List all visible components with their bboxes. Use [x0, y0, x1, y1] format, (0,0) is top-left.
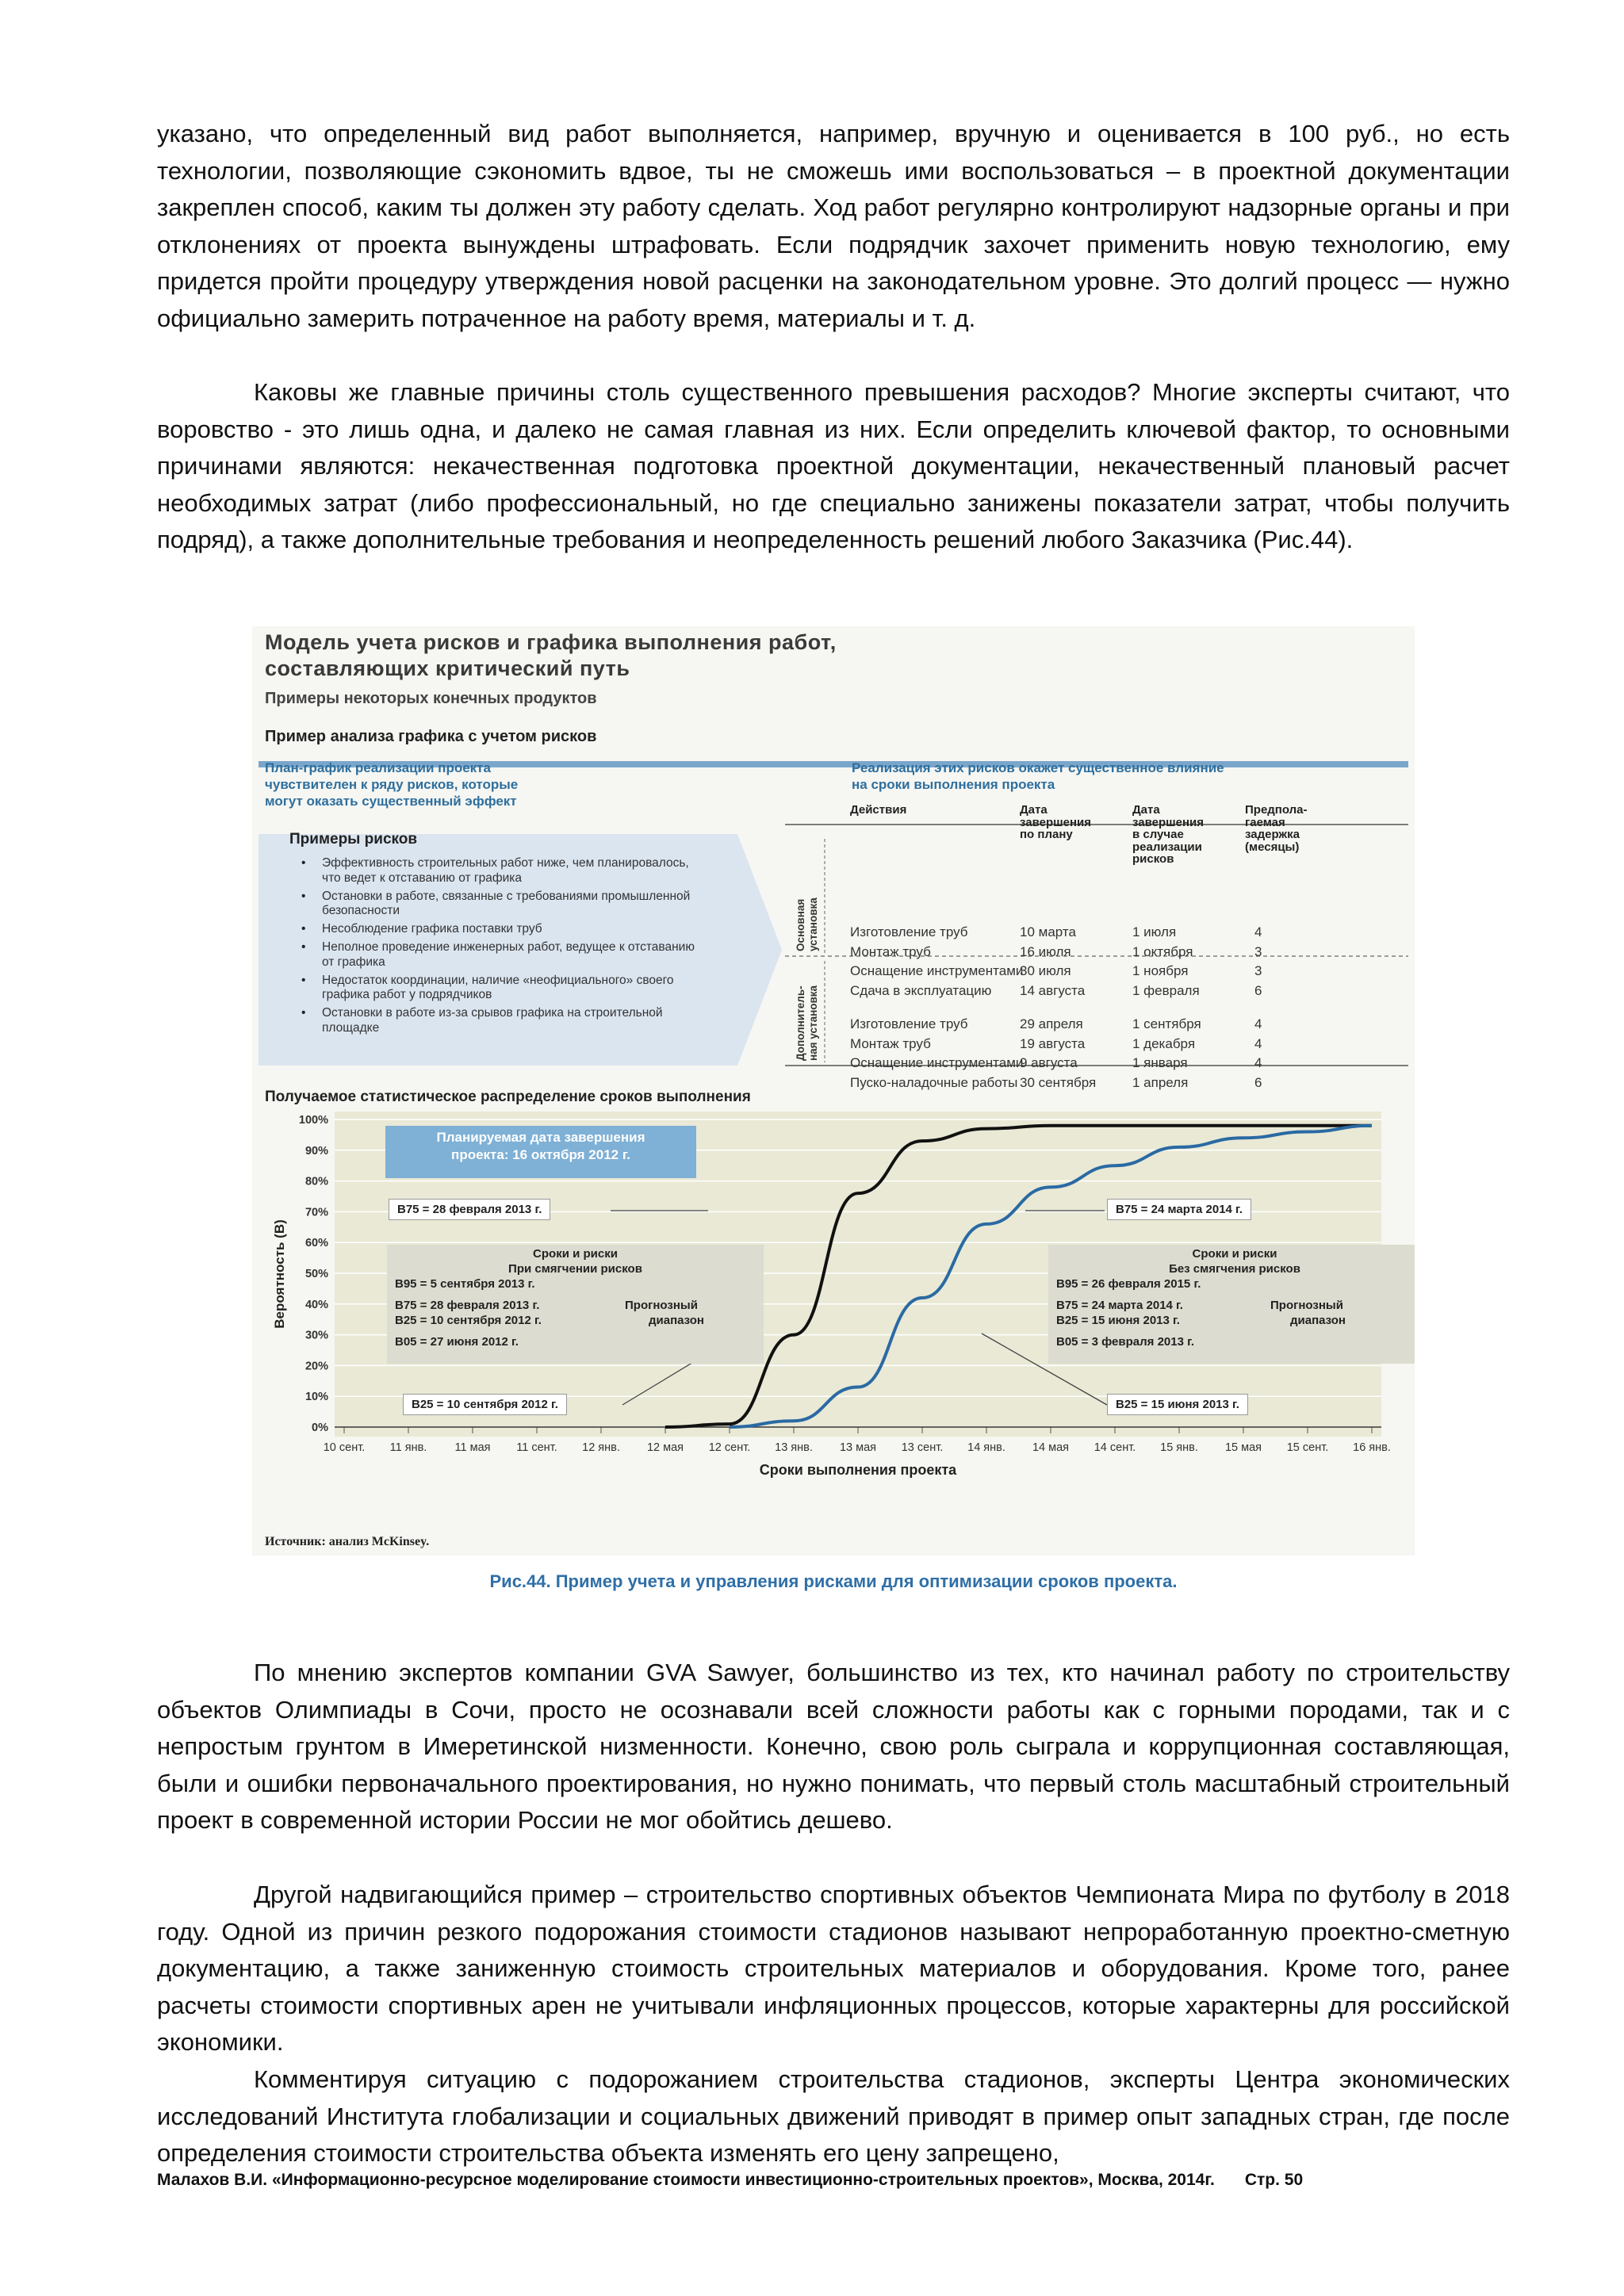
table-row	[782, 944, 1408, 962]
table-cell-plan: 19 августа	[1020, 1035, 1086, 1051]
paragraph-5: Комментируя ситуацию с подорожанием строительства стадионов, эксперты Центра экономических исследований Института глобализации и социальных движений приводят в пример опыт западных стран, где после определения стоимости строительства объекта изменять его цену запрещено,	[157, 2065, 1510, 2167]
table-row	[782, 1016, 1408, 1034]
table-header-actions: Действия	[850, 803, 907, 817]
x-tick-label: 14 сент.	[1094, 1441, 1136, 1454]
table-cell-delay: 6	[1254, 982, 1262, 998]
x-tick-label: 12 мая	[646, 1441, 684, 1454]
x-tick-label: 15 янв.	[1160, 1441, 1198, 1454]
table-cell-plan: 30 июля	[1020, 963, 1071, 978]
risk-item: • Эффективность строительных работ ниже, чем планировалось, что ведет к отставанию от графика	[301, 856, 706, 886]
risk-item: • Несоблюдение графика поставки труб	[301, 922, 706, 937]
y-tick-label: 10%	[304, 1391, 328, 1404]
x-tick-label: 16 янв.	[1353, 1441, 1391, 1454]
figure-title-line2: составляющих критический путь	[265, 656, 630, 680]
table-cell-risk: 1 января	[1132, 1055, 1188, 1070]
y-tick-labels	[299, 1114, 328, 1434]
b75-left-label: B75 = 28 февраля 2013 г.	[389, 1199, 550, 1220]
unmitigated-box: Сроки и риски Без смягчения рисков B95 = 26 февраля 2015 г. B75 = 24 марта 2014 г. B25 = 15 июня 2013 г. Прогнозный диапазон B05 = 3 февраля 2013 г.	[1048, 1245, 1415, 1364]
y-tick-label: 80%	[304, 1175, 328, 1188]
table-cell-risk: 1 ноября	[1132, 963, 1189, 978]
table-cell-action: Изготовление труб	[850, 924, 968, 939]
table-cell-delay: 4	[1254, 1016, 1262, 1031]
x-tick-label: 11 мая	[454, 1441, 491, 1454]
group-label-main: Основная установка	[795, 897, 819, 951]
group-label-extra: Дополнитель- ная установка	[795, 985, 819, 1061]
table-row	[782, 1055, 1408, 1073]
table-cell-plan: 9 августа	[1020, 1055, 1078, 1070]
x-tick-label: 15 сент.	[1286, 1441, 1329, 1454]
paragraph-3: По мнению экспертов компании GVA Sawyer, большинство из тех, кто начинал работу по строительству объектов Олимпиады в Сочи, просто не осознавали всей сложности работы как с горными породами, так и с непростым грунтом в Имеретинской низменности. Конечно, свою роль сыграла и коррупционная составляющая, были и ошибки первоначального проектирования, но нужно понимать, что первый столь масштабный строительный проект в современной истории России не мог обойтись дешево.	[157, 1659, 1510, 1834]
y-tick-label: 30%	[304, 1329, 328, 1342]
table-row	[782, 983, 1408, 1001]
paragraph-2: Каковы же главные причины столь существенного превышения расходов? Многие эксперты считают, что воровство - это лишь одна, и далеко не самая главная из них. Если определить ключевой фактор, то основными причинами являются: некачественная подготовка проектной документации, некачественный плановый расчет необходимых затрат (либо профессиональный, но где специально занижены показатели затрат, чтобы получить подряд), а также дополнительные требования и неопределенность решений любого Заказчика (Рис.44).	[157, 378, 1510, 553]
table-header-delay: Предпола- гаемая задержка (месяцы)	[1245, 803, 1308, 854]
table-cell-risk: 1 октября	[1132, 943, 1193, 959]
figure-subtitle-2: Пример анализа графика с учетом рисков	[265, 728, 597, 745]
footer-text: Малахов В.И. «Информационно-ресурсное моделирование стоимости инвестиционно-строительных проектов», Москва, 2014г.	[157, 2171, 1215, 2189]
x-tick-labels	[324, 1441, 1391, 1454]
table-cell-plan: 10 марта	[1020, 924, 1076, 939]
x-tick-label: 14 мая	[1032, 1441, 1070, 1454]
risk-item: • Остановки в работе из-за срывов графика на строительной площадке	[301, 1006, 706, 1035]
table-cell-delay: 4	[1254, 1055, 1262, 1070]
y-axis-label: Вероятность (B)	[272, 1219, 287, 1329]
y-tick-label: 100%	[298, 1114, 328, 1127]
x-tick-label: 10 сент.	[323, 1441, 366, 1454]
y-tick-label: 60%	[304, 1237, 328, 1250]
y-tick-label: 90%	[304, 1144, 328, 1158]
x-tick-label: 13 мая	[839, 1441, 877, 1454]
x-tick-label: 15 мая	[1224, 1441, 1262, 1454]
y-tick-label: 40%	[304, 1298, 328, 1311]
table-cell-action: Монтаж труб	[850, 943, 931, 959]
table-cell-plan: 30 сентября	[1020, 1074, 1097, 1090]
figure-title-line1: Модель учета рисков и графика выполнения работ,	[265, 630, 837, 654]
table-cell-delay: 4	[1254, 1035, 1262, 1051]
table-cell-delay: 6	[1254, 1074, 1262, 1090]
y-tick-label: 0%	[312, 1422, 328, 1434]
table-header-plan: Дата завершения по плану	[1020, 803, 1092, 841]
x-tick-label: 12 янв.	[582, 1441, 620, 1454]
stat-title: Получаемое статистическое распределение сроков выполнения	[265, 1089, 751, 1105]
x-tick-label: 11 янв.	[389, 1441, 427, 1454]
b25-right-label: B25 = 15 июня 2013 г.	[1107, 1394, 1248, 1415]
x-tick-label: 12 сент.	[708, 1441, 751, 1454]
mitigated-box: Сроки и риски При смягчении рисков B95 = 5 сентября 2013 г. B75 = 28 февраля 2013 г. B25 = 10 сентября 2012 г. Прогнозный диапазон B05 = 27 июня 2012 г.	[387, 1245, 764, 1364]
paragraph-1: указано, что определенный вид работ выполняется, например, вручную и оценивается в 100 руб., но есть технологии, позволяющие сэкономить вдвое, ты не сможешь ими воспользоваться – в проектной документации закреплен способ, каким ты должен эту работу сделать. Ход работ регулярно контролируют надзорные органы и при отклонениях от проекта вынуждены штрафовать. Если подрядчик захочет применить новую технологию, ему придется пройти процедуру утверждения новой расценки на законодательном уровне. Это долгий процесс — нужно официально замерить потраченное на работу время, материалы и т. д.	[157, 120, 1510, 332]
left-heading: План-график реализации проекта чувствителен к ряду рисков, которые могут оказать существенный эффект	[265, 760, 519, 809]
table-header-risk-date: Дата завершения в случае реализации рисков	[1132, 803, 1205, 866]
figure-caption: Рис.44. Пример учета и управления рисками для оптимизации сроков проекта.	[489, 1571, 1178, 1591]
table-cell-action: Монтаж труб	[850, 1035, 931, 1051]
x-tick-label: 11 сент.	[516, 1441, 557, 1454]
y-tick-label: 20%	[304, 1360, 328, 1373]
y-tick-label: 50%	[304, 1268, 328, 1280]
figure-44	[252, 626, 1415, 1556]
table-cell-risk: 1 сентября	[1132, 1016, 1201, 1031]
table-cell-risk: 1 апреля	[1132, 1074, 1189, 1090]
table-cell-plan: 14 августа	[1020, 982, 1086, 998]
risk-table	[782, 799, 1408, 1090]
table-cell-plan: 29 апреля	[1020, 1016, 1083, 1031]
risk-item: • Остановки в работе, связанные с требованиями промышленной безопасности	[301, 890, 706, 919]
y-tick-label: 70%	[304, 1206, 328, 1219]
table-row	[782, 1036, 1408, 1054]
table-cell-action: Пуско-наладочные работы	[850, 1074, 1018, 1090]
table-cell-risk: 1 февраля	[1132, 982, 1200, 998]
page-number: Стр. 50	[1244, 2171, 1304, 2189]
x-tick-label: 14 янв.	[967, 1441, 1005, 1454]
table-cell-delay: 3	[1254, 963, 1262, 978]
table-cell-delay: 4	[1254, 924, 1262, 939]
page-footer	[157, 2171, 1510, 2190]
table-cell-delay: 3	[1254, 943, 1262, 959]
paragraph-4: Другой надвигающийся пример – строительство спортивных объектов Чемпионата Мира по футболу в 2018 году. Одной из причин резкого подорожания стоимости стадионов называют непроработанную проектно-сметную документацию, а также заниженную стоимость строительных материалов и оборудования. Кроме того, ранее расчеты стоимости спортивных арен не учитывали инфляционных процессов, которые характерны для российской экономики.	[157, 1881, 1510, 2056]
risks-title: Примеры рисков	[289, 831, 418, 848]
table-cell-action: Изготовление труб	[850, 1016, 968, 1031]
x-tick-label: 13 сент.	[901, 1441, 944, 1454]
table-cell-action: Оснащение инструментами	[850, 963, 1024, 978]
b25-left-label: B25 = 10 сентября 2012 г.	[403, 1394, 567, 1415]
b75-right-label: B75 = 24 марта 2014 г.	[1107, 1199, 1251, 1220]
risk-item: • Недостаток координации, наличие «неофициального» своего графика работ у подрядчиков	[301, 974, 706, 1003]
table-cell-action: Оснащение инструментами	[850, 1055, 1024, 1070]
figure-title	[265, 629, 837, 682]
table-row	[782, 924, 1408, 942]
risks-list	[301, 856, 706, 1039]
x-tick-label: 13 янв.	[775, 1441, 813, 1454]
planned-date-label: Планируемая дата завершения проекта: 16 октября 2012 г.	[385, 1126, 696, 1178]
table-cell-action: Сдача в эксплуатацию	[850, 982, 992, 998]
risk-item: • Неполное проведение инженерных работ, ведущее к отставанию от графика	[301, 940, 706, 970]
right-heading: Реализация этих рисков окажет существенное влияние на сроки выполнения проекта	[852, 760, 1224, 792]
table-cell-risk: 1 декабря	[1132, 1035, 1196, 1051]
figure-source: Источник: анализ McKinsey.	[265, 1535, 430, 1548]
figure-subtitle-1: Примеры некоторых конечных продуктов	[265, 690, 597, 707]
x-axis-label: Сроки выполнения проекта	[759, 1462, 957, 1478]
table-row	[782, 963, 1408, 981]
table-cell-plan: 16 июля	[1020, 943, 1071, 959]
table-cell-risk: 1 июля	[1132, 924, 1177, 939]
table-row	[782, 1075, 1408, 1093]
